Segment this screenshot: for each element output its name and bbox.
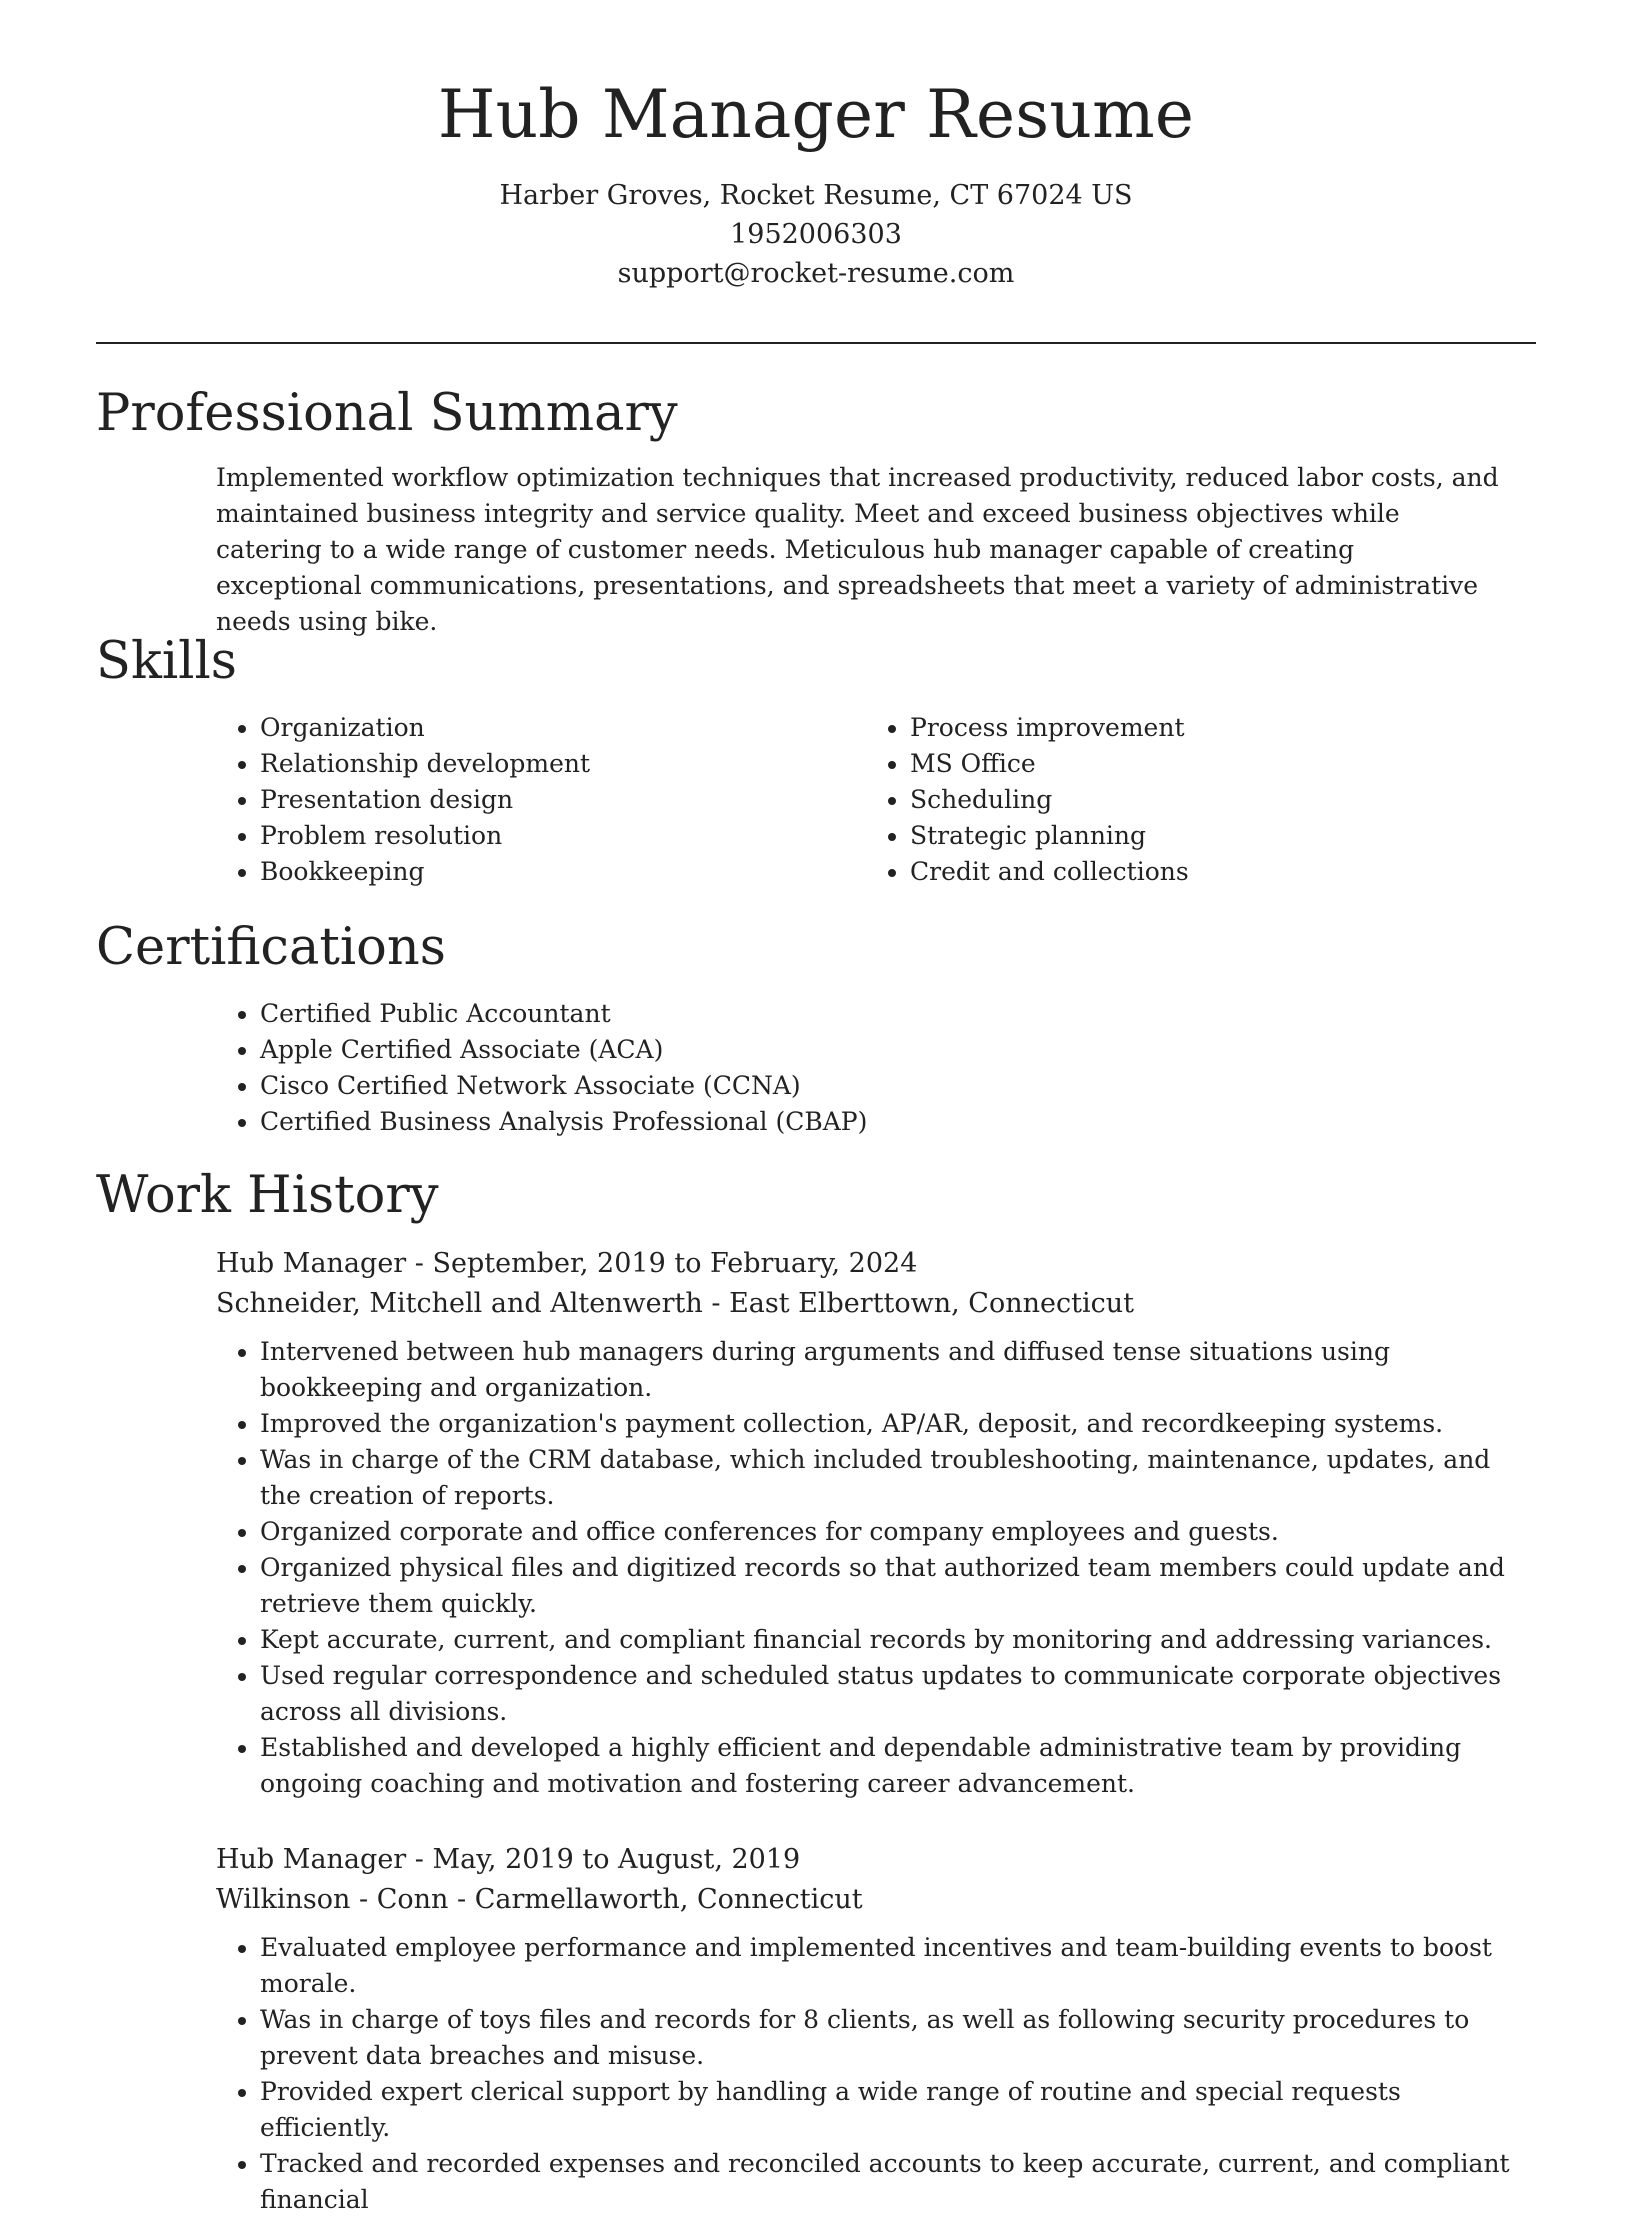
skills-column-right [866,710,1466,890]
resume-header [0,0,1632,293]
skill-item: • Presentation design [260,782,816,818]
skill-item: • Problem resolution [260,818,816,854]
job-bullet: • Organized physical files and digitized records so that authorized team members could update and retrieve them quickly. [260,1550,1536,1622]
contact-email: support@rocket-resume.com [617,258,1015,289]
job-entry [216,1840,1536,2218]
certification-item: • Apple Certified Associate (ACA) [260,1032,1316,1068]
job-bullet: • Was in charge of the CRM database, which included troubleshooting, maintenance, updates, and the creation of reports. [260,1442,1536,1514]
skills-column-left [216,710,816,890]
job-bullet: • Kept accurate, current, and compliant financial records by monitoring and addressing variances. [260,1622,1536,1658]
certification-item: • Certified Business Analysis Professional (CBAP) [260,1104,1316,1140]
contact-address: Harber Groves, Rocket Resume, CT 67024 US [499,180,1133,211]
skills-list-left [216,710,816,890]
skill-item: • MS Office [910,746,1466,782]
job-bullets [216,1334,1536,1802]
header-divider [96,342,1536,344]
job-role-dates: Hub Manager - September, 2019 to February, 2024 [216,1248,918,1279]
skill-item: • Organization [260,710,816,746]
job-bullet: • Evaluated employee performance and implemented incentives and team-building events to boost morale. [260,1930,1536,2002]
job-bullet: • Tracked and recorded expenses and reconciled accounts to keep accurate, current, and compliant financial [260,2146,1536,2218]
summary-text: Implemented workflow optimization techniques that increased productivity, reduced labor costs, and maintained business integrity and service quality. Meet and exceed business objectives while catering to a wide range of customer needs. Meticulous hub manager capable of creating exceptional communications, presentations, and spreadsheets that meet a variety of administrative needs using bike. [216,463,1499,636]
section-title-certifications: Certifications [96,918,446,977]
skill-item: • Relationship development [260,746,816,782]
job-role-dates: Hub Manager - May, 2019 to August, 2019 [216,1844,801,1875]
skills-list-right [866,710,1466,890]
certifications-block [216,996,1316,1140]
job-bullet: • Established and developed a highly efficient and dependable administrative team by providing ongoing coaching and motivation and fostering career advancement. [260,1730,1536,1802]
job-bullet: • Organized corporate and office conferences for company employees and guests. [260,1514,1536,1550]
job-bullet: • Intervened between hub managers during arguments and diffused tense situations using bookkeeping and organization. [260,1334,1536,1406]
job-bullets [216,1930,1536,2218]
certification-item: • Certified Public Accountant [260,996,1316,1032]
contact-block [0,176,1632,293]
certifications-list [216,996,1316,1140]
contact-phone: 1952006303 [730,219,902,250]
skill-item: • Strategic planning [910,818,1466,854]
skill-item: • Bookkeeping [260,854,816,890]
section-title-summary: Professional Summary [96,384,678,443]
skill-item: • Process improvement [910,710,1466,746]
skill-item: • Scheduling [910,782,1466,818]
job-company-location: Schneider, Mitchell and Altenwerth - East Elberttown, Connecticut [216,1288,1134,1319]
job-bullet: • Was in charge of toys files and records for 8 clients, as well as following security procedures to prevent data breaches and misuse. [260,2002,1536,2074]
section-title-skills: Skills [96,632,237,691]
job-bullet: • Provided expert clerical support by handling a wide range of routine and special requests efficiently. [260,2074,1536,2146]
certification-item: • Cisco Certified Network Associate (CCNA) [260,1068,1316,1104]
resume-title: Hub Manager Resume [437,76,1195,153]
skill-item: • Credit and collections [910,854,1466,890]
section-title-work-history: Work History [96,1166,439,1225]
job-company-location: Wilkinson - Conn - Carmellaworth, Connecticut [216,1884,863,1915]
job-bullet: • Used regular correspondence and scheduled status updates to communicate corporate objectives across all divisions. [260,1658,1536,1730]
job-entry [216,1244,1536,1802]
job-bullet: • Improved the organization's payment collection, AP/AR, deposit, and recordkeeping systems. [260,1406,1536,1442]
